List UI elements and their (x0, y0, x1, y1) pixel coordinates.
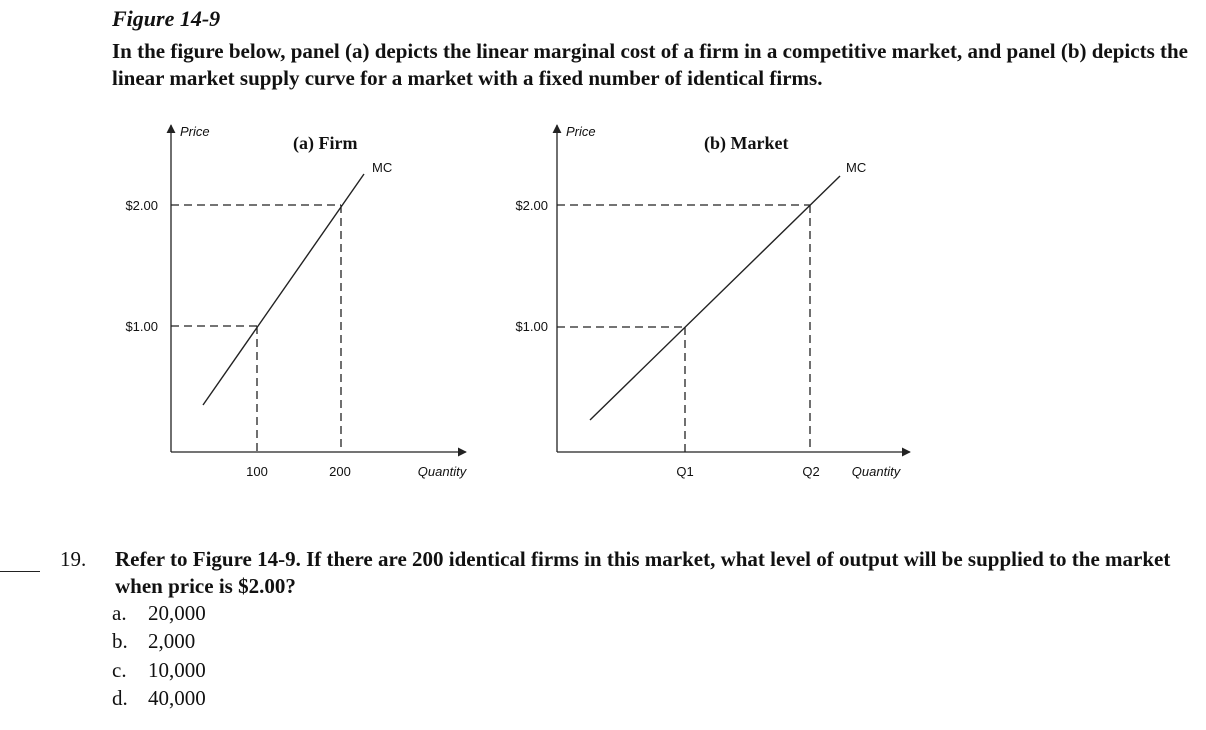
panel-b-xtick-q2: Q2 (802, 464, 820, 479)
panel-a-title: (a) Firm (293, 133, 358, 153)
answer-blank[interactable] (0, 571, 40, 572)
panel-b-market (515, 124, 910, 479)
panel-b-title: (b) Market (704, 133, 789, 153)
panel-a-mc-label: MC (372, 160, 393, 175)
option-b-text: 2,000 (148, 629, 196, 653)
panel-b-y-label: Price (566, 124, 596, 139)
option-c-text: 10,000 (148, 658, 206, 682)
panel-b-x-label: Quantity (851, 464, 901, 479)
question-number: 19. (60, 547, 87, 571)
option-a[interactable] (112, 601, 206, 626)
panel-b-mc-label: MC (846, 160, 867, 175)
option-c[interactable] (112, 658, 206, 683)
panel-a-xtick-100: 100 (246, 464, 268, 479)
figure-caption: In the figure below, panel (a) depicts the linear marginal cost of a firm in a competitive market, and panel (b) depicts the linear market supply curve for a market with a fixed number of identical firms. (112, 39, 1188, 90)
panel-a-firm (125, 124, 467, 479)
panel-a-mc-line (203, 174, 364, 405)
option-d-letter: d. (112, 686, 128, 710)
panel-a-x-label: Quantity (417, 464, 467, 479)
option-c-letter: c. (112, 658, 127, 682)
question-text: Refer to Figure 14-9. If there are 200 identical firms in this market, what level of output will be supplied to the market when price is $2.00? (115, 547, 1171, 598)
option-d-text: 40,000 (148, 686, 206, 710)
option-a-letter: a. (112, 601, 127, 625)
option-b-letter: b. (112, 629, 128, 653)
panel-b-ytick-2: $2.00 (515, 198, 548, 213)
option-a-text: 20,000 (148, 601, 206, 625)
panel-b-ytick-1: $1.00 (515, 319, 548, 334)
panel-b-mc-line (590, 176, 840, 420)
panel-a-y-label: Price (180, 124, 210, 139)
option-b[interactable] (112, 629, 195, 654)
figure-title: Figure 14-9 (112, 6, 221, 31)
panel-a-ytick-1: $1.00 (125, 319, 158, 334)
panel-a-ytick-2: $2.00 (125, 198, 158, 213)
panel-b-xtick-q1: Q1 (676, 464, 694, 479)
option-d[interactable] (112, 686, 206, 711)
panel-a-xtick-200: 200 (329, 464, 351, 479)
